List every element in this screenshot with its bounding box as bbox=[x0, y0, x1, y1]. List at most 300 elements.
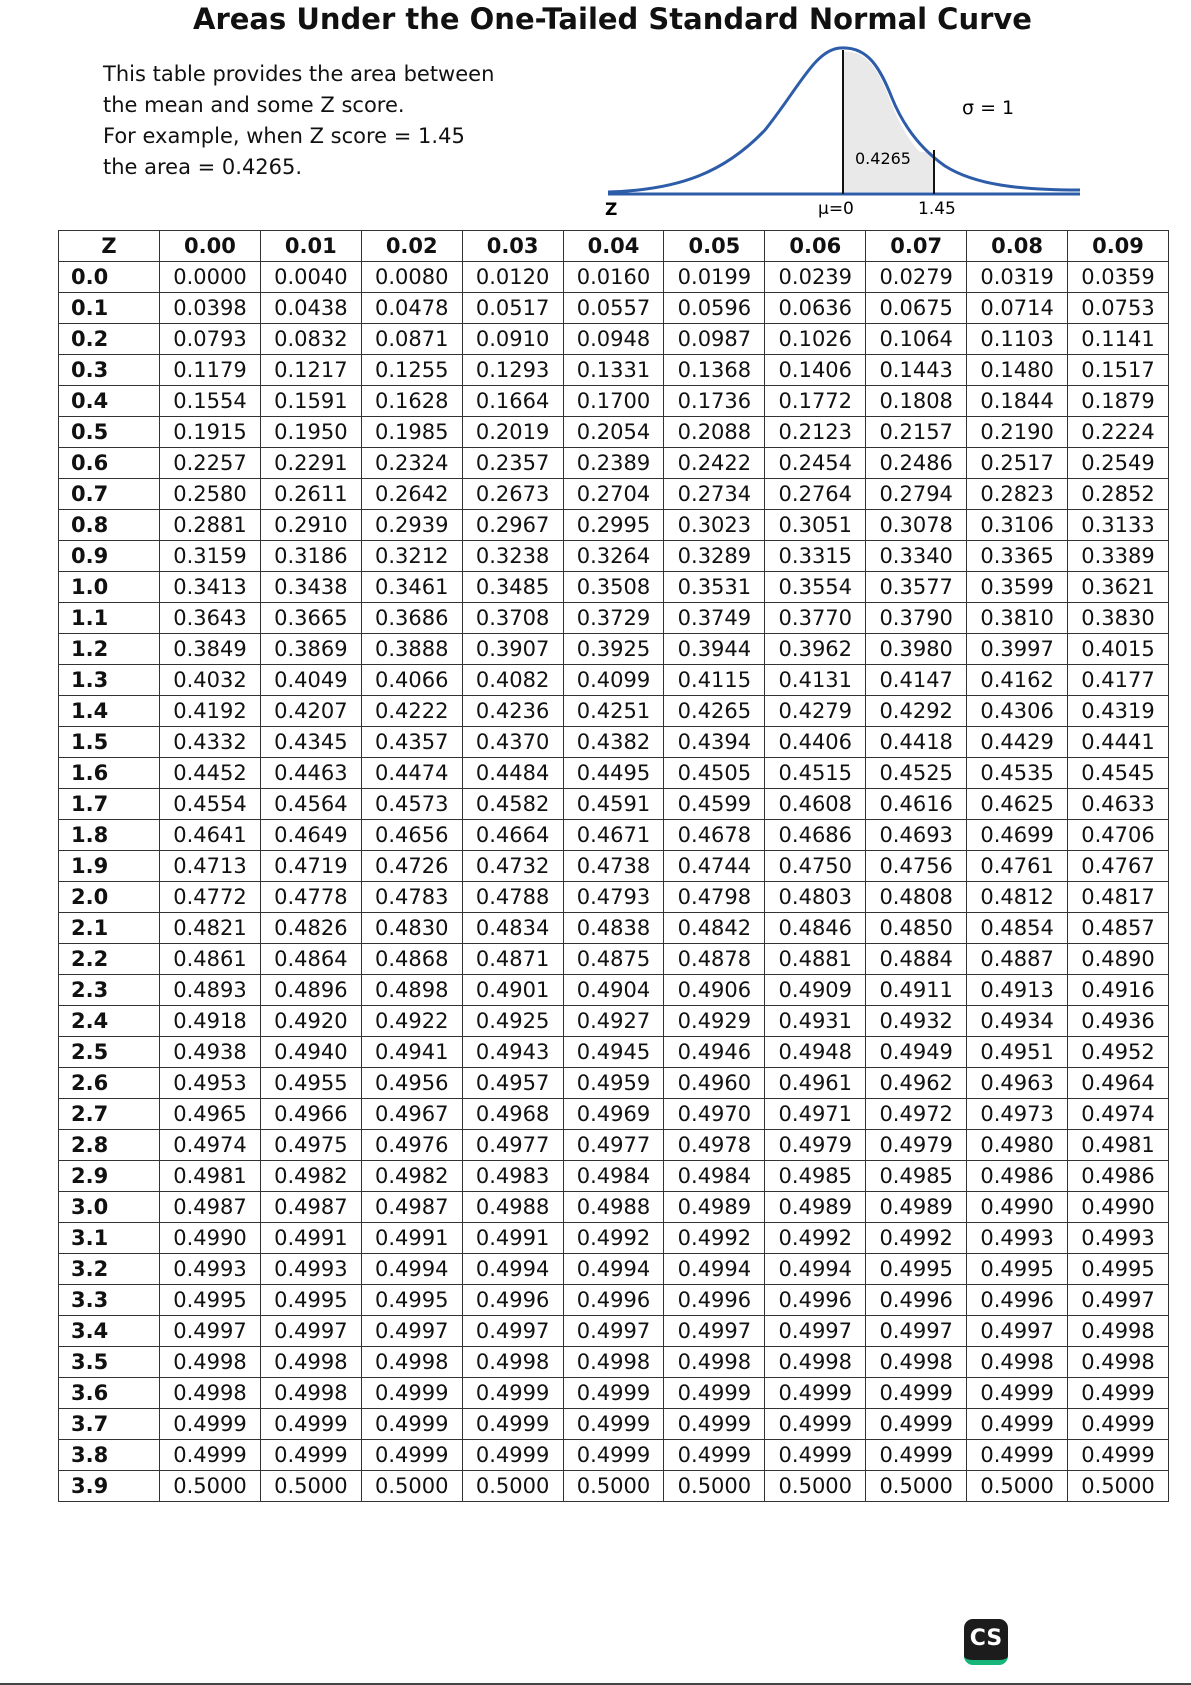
table-cell: 0.3749 bbox=[664, 603, 765, 634]
table-cell: 0.2611 bbox=[260, 479, 361, 510]
table-cell: 0.4236 bbox=[462, 696, 563, 727]
table-cell: 0.5000 bbox=[361, 1471, 462, 1502]
table-cell: 0.4982 bbox=[260, 1161, 361, 1192]
table-cell: 0.4977 bbox=[462, 1130, 563, 1161]
table-row bbox=[59, 1316, 1169, 1347]
table-cell: 0.4656 bbox=[361, 820, 462, 851]
table-cell: 0.4966 bbox=[260, 1099, 361, 1130]
table-cell: 0.2852 bbox=[1068, 479, 1169, 510]
table-cell: 0.4995 bbox=[1068, 1254, 1169, 1285]
table-cell: 0.1406 bbox=[765, 355, 866, 386]
table-cell: 0.0279 bbox=[866, 262, 967, 293]
table-cell: 0.4991 bbox=[260, 1223, 361, 1254]
table-body bbox=[59, 262, 1169, 1502]
table-cell: 0.4984 bbox=[563, 1161, 664, 1192]
row-z-label: 1.7 bbox=[59, 789, 160, 820]
table-cell: 0.1628 bbox=[361, 386, 462, 417]
table-row bbox=[59, 975, 1169, 1006]
table-cell: 0.4989 bbox=[765, 1192, 866, 1223]
table-cell: 0.4738 bbox=[563, 851, 664, 882]
table-cell: 0.2939 bbox=[361, 510, 462, 541]
table-cell: 0.4992 bbox=[765, 1223, 866, 1254]
table-cell: 0.0239 bbox=[765, 262, 866, 293]
table-cell: 0.4808 bbox=[866, 882, 967, 913]
table-cell: 0.2967 bbox=[462, 510, 563, 541]
table-cell: 0.4949 bbox=[866, 1037, 967, 1068]
table-cell: 0.4953 bbox=[160, 1068, 261, 1099]
table-cell: 0.3212 bbox=[361, 541, 462, 572]
table-cell: 0.4998 bbox=[664, 1347, 765, 1378]
table-cell: 0.4357 bbox=[361, 727, 462, 758]
table-cell: 0.4429 bbox=[967, 727, 1068, 758]
table-cell: 0.4997 bbox=[664, 1316, 765, 1347]
table-cell: 0.4985 bbox=[866, 1161, 967, 1192]
row-z-label: 0.1 bbox=[59, 293, 160, 324]
table-cell: 0.4803 bbox=[765, 882, 866, 913]
table-cell: 0.1026 bbox=[765, 324, 866, 355]
table-cell: 0.4474 bbox=[361, 758, 462, 789]
table-cell: 0.4887 bbox=[967, 944, 1068, 975]
table-cell: 0.4878 bbox=[664, 944, 765, 975]
table-row bbox=[59, 479, 1169, 510]
table-cell: 0.3133 bbox=[1068, 510, 1169, 541]
table-cell: 0.0871 bbox=[361, 324, 462, 355]
row-z-label: 2.3 bbox=[59, 975, 160, 1006]
table-row bbox=[59, 1285, 1169, 1316]
table-cell: 0.4927 bbox=[563, 1006, 664, 1037]
table-cell: 0.3888 bbox=[361, 634, 462, 665]
table-cell: 0.4998 bbox=[160, 1378, 261, 1409]
table-cell: 0.3438 bbox=[260, 572, 361, 603]
table-cell: 0.0557 bbox=[563, 293, 664, 324]
table-cell: 0.4997 bbox=[1068, 1285, 1169, 1316]
table-cell: 0.4896 bbox=[260, 975, 361, 1006]
table-row bbox=[59, 820, 1169, 851]
table-cell: 0.4906 bbox=[664, 975, 765, 1006]
table-cell: 0.4952 bbox=[1068, 1037, 1169, 1068]
table-cell: 0.4452 bbox=[160, 758, 261, 789]
table-cell: 0.4976 bbox=[361, 1130, 462, 1161]
table-cell: 0.0910 bbox=[462, 324, 563, 355]
table-cell: 0.4987 bbox=[260, 1192, 361, 1223]
table-cell: 0.2157 bbox=[866, 417, 967, 448]
row-z-label: 3.4 bbox=[59, 1316, 160, 1347]
table-cell: 0.4999 bbox=[563, 1440, 664, 1471]
table-cell: 0.4968 bbox=[462, 1099, 563, 1130]
table-cell: 0.4963 bbox=[967, 1068, 1068, 1099]
area-label: 0.4265 bbox=[855, 149, 911, 168]
table-cell: 0.3531 bbox=[664, 572, 765, 603]
table-cell: 0.4857 bbox=[1068, 913, 1169, 944]
table-cell: 0.4916 bbox=[1068, 975, 1169, 1006]
table-cell: 0.4706 bbox=[1068, 820, 1169, 851]
table-cell: 0.4279 bbox=[765, 696, 866, 727]
table-cell: 0.4744 bbox=[664, 851, 765, 882]
table-cell: 0.4999 bbox=[866, 1409, 967, 1440]
table-cell: 0.4699 bbox=[967, 820, 1068, 851]
table-cell: 0.4979 bbox=[866, 1130, 967, 1161]
table-cell: 0.4554 bbox=[160, 789, 261, 820]
table-cell: 0.3810 bbox=[967, 603, 1068, 634]
table-row bbox=[59, 1161, 1169, 1192]
table-cell: 0.4982 bbox=[361, 1161, 462, 1192]
table-cell: 0.4788 bbox=[462, 882, 563, 913]
table-cell: 0.4998 bbox=[765, 1347, 866, 1378]
table-row bbox=[59, 355, 1169, 386]
table-cell: 0.4838 bbox=[563, 913, 664, 944]
header-row bbox=[59, 231, 1169, 262]
table-cell: 0.4582 bbox=[462, 789, 563, 820]
table-cell: 0.4970 bbox=[664, 1099, 765, 1130]
table-row bbox=[59, 417, 1169, 448]
table-cell: 0.4999 bbox=[462, 1440, 563, 1471]
table-cell: 0.4761 bbox=[967, 851, 1068, 882]
table-row bbox=[59, 1440, 1169, 1471]
table-cell: 0.4515 bbox=[765, 758, 866, 789]
column-header: 0.06 bbox=[765, 231, 866, 262]
table-cell: 0.4904 bbox=[563, 975, 664, 1006]
column-header: 0.01 bbox=[260, 231, 361, 262]
table-cell: 0.0000 bbox=[160, 262, 261, 293]
table-cell: 0.3051 bbox=[765, 510, 866, 541]
table-cell: 0.2486 bbox=[866, 448, 967, 479]
table-cell: 0.2454 bbox=[765, 448, 866, 479]
z-score-label: 1.45 bbox=[918, 199, 956, 219]
table-cell: 0.4890 bbox=[1068, 944, 1169, 975]
table-cell: 0.4147 bbox=[866, 665, 967, 696]
table-cell: 0.1879 bbox=[1068, 386, 1169, 417]
table-cell: 0.4693 bbox=[866, 820, 967, 851]
table-cell: 0.3340 bbox=[866, 541, 967, 572]
table-cell: 0.4719 bbox=[260, 851, 361, 882]
table-cell: 0.5000 bbox=[1068, 1471, 1169, 1502]
table-cell: 0.5000 bbox=[462, 1471, 563, 1502]
table-cell: 0.4826 bbox=[260, 913, 361, 944]
camscanner-logo-icon: CS bbox=[964, 1619, 1008, 1665]
table-cell: 0.4463 bbox=[260, 758, 361, 789]
row-z-label: 3.6 bbox=[59, 1378, 160, 1409]
row-z-label: 3.0 bbox=[59, 1192, 160, 1223]
table-cell: 0.4015 bbox=[1068, 634, 1169, 665]
table-cell: 0.4999 bbox=[563, 1409, 664, 1440]
table-cell: 0.4082 bbox=[462, 665, 563, 696]
table-row bbox=[59, 665, 1169, 696]
table-cell: 0.4884 bbox=[866, 944, 967, 975]
table-cell: 0.4941 bbox=[361, 1037, 462, 1068]
table-cell: 0.4979 bbox=[765, 1130, 866, 1161]
column-header: 0.03 bbox=[462, 231, 563, 262]
table-cell: 0.0636 bbox=[765, 293, 866, 324]
table-cell: 0.4418 bbox=[866, 727, 967, 758]
normal-curve-diagram bbox=[600, 40, 1090, 225]
row-z-label: 3.7 bbox=[59, 1409, 160, 1440]
intro-line: the area = 0.4265. bbox=[103, 155, 303, 179]
table-cell: 0.4756 bbox=[866, 851, 967, 882]
table-row bbox=[59, 1347, 1169, 1378]
table-cell: 0.3485 bbox=[462, 572, 563, 603]
table-cell: 0.4974 bbox=[160, 1130, 261, 1161]
axis-label: Z bbox=[605, 200, 618, 220]
table-cell: 0.0753 bbox=[1068, 293, 1169, 324]
table-cell: 0.3106 bbox=[967, 510, 1068, 541]
table-cell: 0.4951 bbox=[967, 1037, 1068, 1068]
table-cell: 0.4999 bbox=[866, 1440, 967, 1471]
table-cell: 0.4998 bbox=[1068, 1316, 1169, 1347]
table-cell: 0.3849 bbox=[160, 634, 261, 665]
table-cell: 0.4251 bbox=[563, 696, 664, 727]
table-cell: 0.2517 bbox=[967, 448, 1068, 479]
table-cell: 0.2881 bbox=[160, 510, 261, 541]
table-cell: 0.4995 bbox=[866, 1254, 967, 1285]
table-cell: 0.3869 bbox=[260, 634, 361, 665]
row-z-label: 0.7 bbox=[59, 479, 160, 510]
table-cell: 0.4998 bbox=[260, 1378, 361, 1409]
row-z-label: 2.9 bbox=[59, 1161, 160, 1192]
table-cell: 0.4222 bbox=[361, 696, 462, 727]
table-cell: 0.3389 bbox=[1068, 541, 1169, 572]
table-cell: 0.3907 bbox=[462, 634, 563, 665]
table-cell: 0.4962 bbox=[866, 1068, 967, 1099]
table-cell: 0.5000 bbox=[160, 1471, 261, 1502]
table-cell: 0.2357 bbox=[462, 448, 563, 479]
table-cell: 0.2673 bbox=[462, 479, 563, 510]
table-cell: 0.4441 bbox=[1068, 727, 1169, 758]
table-cell: 0.2734 bbox=[664, 479, 765, 510]
table-cell: 0.1179 bbox=[160, 355, 261, 386]
table-cell: 0.4633 bbox=[1068, 789, 1169, 820]
table-cell: 0.4535 bbox=[967, 758, 1068, 789]
table-cell: 0.4936 bbox=[1068, 1006, 1169, 1037]
row-z-label: 0.6 bbox=[59, 448, 160, 479]
column-header: 0.08 bbox=[967, 231, 1068, 262]
intro-line: For example, when Z score = 1.45 bbox=[103, 124, 465, 148]
table-cell: 0.4992 bbox=[866, 1223, 967, 1254]
table-cell: 0.3962 bbox=[765, 634, 866, 665]
table-cell: 0.4999 bbox=[361, 1409, 462, 1440]
table-cell: 0.1064 bbox=[866, 324, 967, 355]
table-cell: 0.3413 bbox=[160, 572, 261, 603]
table-cell: 0.4999 bbox=[1068, 1378, 1169, 1409]
table-cell: 0.2580 bbox=[160, 479, 261, 510]
table-cell: 0.0596 bbox=[664, 293, 765, 324]
table-cell: 0.4993 bbox=[967, 1223, 1068, 1254]
table-cell: 0.4988 bbox=[462, 1192, 563, 1223]
table-cell: 0.4984 bbox=[664, 1161, 765, 1192]
table-row bbox=[59, 789, 1169, 820]
row-z-label: 1.3 bbox=[59, 665, 160, 696]
table-cell: 0.4686 bbox=[765, 820, 866, 851]
table-cell: 0.4999 bbox=[1068, 1440, 1169, 1471]
sigma-label: σ = 1 bbox=[962, 97, 1015, 119]
table-cell: 0.5000 bbox=[260, 1471, 361, 1502]
table-cell: 0.2224 bbox=[1068, 417, 1169, 448]
table-cell: 0.4998 bbox=[260, 1347, 361, 1378]
row-z-label: 1.6 bbox=[59, 758, 160, 789]
table-cell: 0.4996 bbox=[563, 1285, 664, 1316]
table-cell: 0.4999 bbox=[664, 1440, 765, 1471]
table-cell: 0.0987 bbox=[664, 324, 765, 355]
table-row bbox=[59, 1037, 1169, 1068]
table-cell: 0.4911 bbox=[866, 975, 967, 1006]
table-cell: 0.3508 bbox=[563, 572, 664, 603]
table-cell: 0.4925 bbox=[462, 1006, 563, 1037]
table-cell: 0.4115 bbox=[664, 665, 765, 696]
table-cell: 0.1443 bbox=[866, 355, 967, 386]
table-row bbox=[59, 293, 1169, 324]
table-cell: 0.4854 bbox=[967, 913, 1068, 944]
table-cell: 0.4999 bbox=[866, 1378, 967, 1409]
table-cell: 0.4649 bbox=[260, 820, 361, 851]
table-cell: 0.4394 bbox=[664, 727, 765, 758]
table-cell: 0.2794 bbox=[866, 479, 967, 510]
table-cell: 0.4971 bbox=[765, 1099, 866, 1130]
table-cell: 0.1255 bbox=[361, 355, 462, 386]
table-row bbox=[59, 913, 1169, 944]
table-cell: 0.4999 bbox=[765, 1378, 866, 1409]
table-cell: 0.4960 bbox=[664, 1068, 765, 1099]
row-z-label: 1.9 bbox=[59, 851, 160, 882]
table-cell: 0.4922 bbox=[361, 1006, 462, 1037]
table-cell: 0.4778 bbox=[260, 882, 361, 913]
table-cell: 0.4997 bbox=[765, 1316, 866, 1347]
column-header: 0.00 bbox=[160, 231, 261, 262]
row-z-label: 0.5 bbox=[59, 417, 160, 448]
row-z-label: 1.5 bbox=[59, 727, 160, 758]
table-cell: 0.4965 bbox=[160, 1099, 261, 1130]
table-cell: 0.4726 bbox=[361, 851, 462, 882]
table-cell: 0.2995 bbox=[563, 510, 664, 541]
table-cell: 0.4732 bbox=[462, 851, 563, 882]
table-cell: 0.4989 bbox=[866, 1192, 967, 1223]
table-cell: 0.4616 bbox=[866, 789, 967, 820]
table-cell: 0.4495 bbox=[563, 758, 664, 789]
row-z-label: 3.1 bbox=[59, 1223, 160, 1254]
table-cell: 0.4987 bbox=[361, 1192, 462, 1223]
table-cell: 0.2642 bbox=[361, 479, 462, 510]
table-cell: 0.1554 bbox=[160, 386, 261, 417]
table-cell: 0.4798 bbox=[664, 882, 765, 913]
table-cell: 0.0160 bbox=[563, 262, 664, 293]
table-cell: 0.3289 bbox=[664, 541, 765, 572]
table-row bbox=[59, 448, 1169, 479]
table-cell: 0.4783 bbox=[361, 882, 462, 913]
table-cell: 0.1950 bbox=[260, 417, 361, 448]
table-cell: 0.1985 bbox=[361, 417, 462, 448]
table-cell: 0.4177 bbox=[1068, 665, 1169, 696]
table-cell: 0.3023 bbox=[664, 510, 765, 541]
table-cell: 0.4996 bbox=[462, 1285, 563, 1316]
row-z-label: 0.3 bbox=[59, 355, 160, 386]
table-cell: 0.2422 bbox=[664, 448, 765, 479]
table-cell: 0.4955 bbox=[260, 1068, 361, 1099]
table-cell: 0.4793 bbox=[563, 882, 664, 913]
table-row bbox=[59, 1130, 1169, 1161]
table-cell: 0.4972 bbox=[866, 1099, 967, 1130]
table-cell: 0.4901 bbox=[462, 975, 563, 1006]
mean-label: μ=0 bbox=[818, 199, 854, 219]
table-cell: 0.4993 bbox=[160, 1254, 261, 1285]
table-cell: 0.4830 bbox=[361, 913, 462, 944]
table-cell: 0.3264 bbox=[563, 541, 664, 572]
table-cell: 0.0948 bbox=[563, 324, 664, 355]
table-cell: 0.4573 bbox=[361, 789, 462, 820]
table-cell: 0.4999 bbox=[1068, 1409, 1169, 1440]
table-cell: 0.4994 bbox=[361, 1254, 462, 1285]
table-cell: 0.4946 bbox=[664, 1037, 765, 1068]
row-z-label: 1.4 bbox=[59, 696, 160, 727]
table-cell: 0.4049 bbox=[260, 665, 361, 696]
table-cell: 0.4999 bbox=[967, 1440, 1068, 1471]
table-cell: 0.3238 bbox=[462, 541, 563, 572]
table-cell: 0.4985 bbox=[765, 1161, 866, 1192]
shaded-area bbox=[843, 52, 934, 192]
table-cell: 0.4940 bbox=[260, 1037, 361, 1068]
table-cell: 0.4999 bbox=[967, 1378, 1068, 1409]
row-z-label: 2.4 bbox=[59, 1006, 160, 1037]
row-z-label: 2.5 bbox=[59, 1037, 160, 1068]
row-z-label: 2.1 bbox=[59, 913, 160, 944]
table-cell: 0.4998 bbox=[1068, 1347, 1169, 1378]
table-row bbox=[59, 1223, 1169, 1254]
table-row bbox=[59, 1099, 1169, 1130]
table-row bbox=[59, 603, 1169, 634]
table-cell: 0.4983 bbox=[462, 1161, 563, 1192]
table-row bbox=[59, 1068, 1169, 1099]
table-cell: 0.4993 bbox=[260, 1254, 361, 1285]
table-cell: 0.4306 bbox=[967, 696, 1068, 727]
table-cell: 0.5000 bbox=[664, 1471, 765, 1502]
table-cell: 0.4999 bbox=[664, 1409, 765, 1440]
table-cell: 0.4842 bbox=[664, 913, 765, 944]
table-cell: 0.4969 bbox=[563, 1099, 664, 1130]
table-cell: 0.4861 bbox=[160, 944, 261, 975]
row-z-label: 1.8 bbox=[59, 820, 160, 851]
table-cell: 0.4998 bbox=[361, 1347, 462, 1378]
table-cell: 0.3830 bbox=[1068, 603, 1169, 634]
intro-line: This table provides the area between bbox=[103, 62, 495, 86]
table-row bbox=[59, 541, 1169, 572]
row-z-label: 3.3 bbox=[59, 1285, 160, 1316]
table-cell: 0.1915 bbox=[160, 417, 261, 448]
table-cell: 0.4881 bbox=[765, 944, 866, 975]
table-cell: 0.4994 bbox=[664, 1254, 765, 1285]
table-cell: 0.4977 bbox=[563, 1130, 664, 1161]
table-cell: 0.4999 bbox=[160, 1440, 261, 1471]
table-cell: 0.4099 bbox=[563, 665, 664, 696]
table-cell: 0.4871 bbox=[462, 944, 563, 975]
table-cell: 0.1331 bbox=[563, 355, 664, 386]
table-cell: 0.4929 bbox=[664, 1006, 765, 1037]
table-cell: 0.4990 bbox=[967, 1192, 1068, 1223]
table-cell: 0.4994 bbox=[563, 1254, 664, 1285]
table-cell: 0.3790 bbox=[866, 603, 967, 634]
table-cell: 0.4998 bbox=[967, 1347, 1068, 1378]
table-cell: 0.2910 bbox=[260, 510, 361, 541]
table-cell: 0.4998 bbox=[160, 1347, 261, 1378]
table-cell: 0.3554 bbox=[765, 572, 866, 603]
table-cell: 0.4909 bbox=[765, 975, 866, 1006]
table-cell: 0.4207 bbox=[260, 696, 361, 727]
table-cell: 0.4938 bbox=[160, 1037, 261, 1068]
table-cell: 0.2823 bbox=[967, 479, 1068, 510]
table-cell: 0.1591 bbox=[260, 386, 361, 417]
table-cell: 0.4959 bbox=[563, 1068, 664, 1099]
table-cell: 0.4920 bbox=[260, 1006, 361, 1037]
table-cell: 0.4525 bbox=[866, 758, 967, 789]
table-cell: 0.4997 bbox=[967, 1316, 1068, 1347]
table-cell: 0.3729 bbox=[563, 603, 664, 634]
table-cell: 0.5000 bbox=[765, 1471, 866, 1502]
